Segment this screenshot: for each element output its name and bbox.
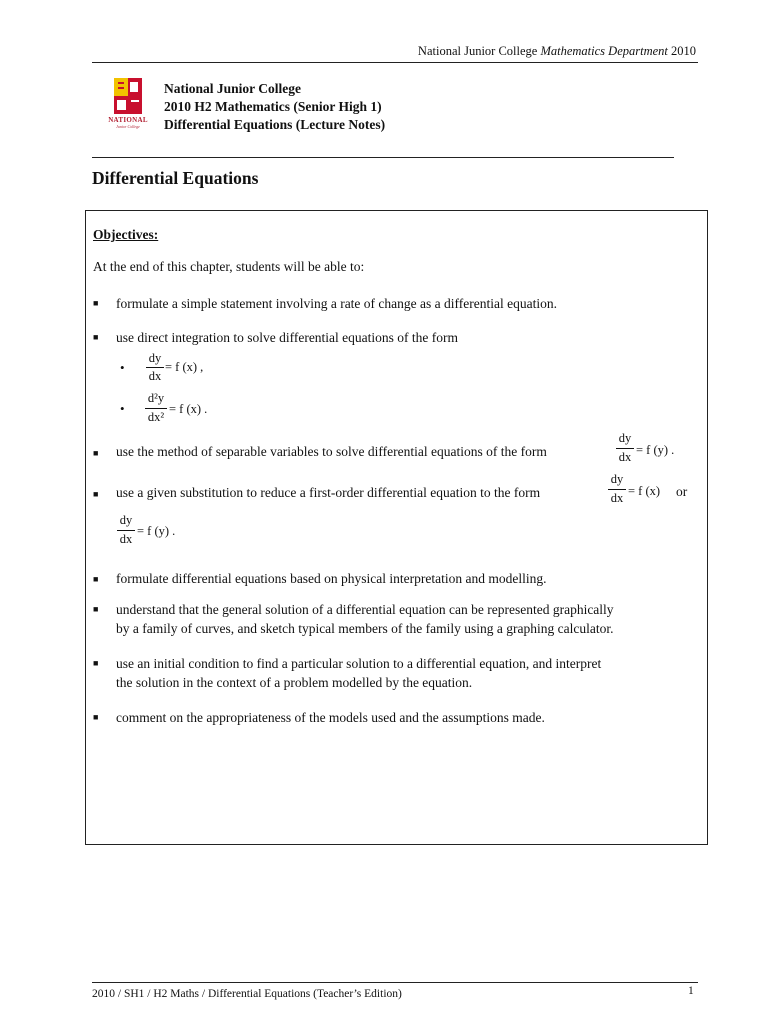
objective-item: formulate a simple statement involving a rate of change as a differential equation. xyxy=(116,296,557,311)
objectives-intro: At the end of this chapter, students will be able to: xyxy=(93,259,365,274)
objective-item-continued: the solution in the context of a problem modelled by the equation. xyxy=(116,675,473,690)
bullet-icon: ■ xyxy=(93,712,99,722)
bullet-icon: ■ xyxy=(93,332,99,342)
fraction-numerator: dy xyxy=(618,431,632,445)
page-number: 1 xyxy=(688,985,694,997)
equation-rhs: = f (x) . xyxy=(169,402,208,416)
bullet-icon: ■ xyxy=(93,448,99,458)
header-rule xyxy=(92,157,674,158)
fraction-denominator: dx xyxy=(610,491,624,505)
document-header xyxy=(164,80,385,134)
objective-item: comment on the appropriateness of the models used and the assumptions made. xyxy=(116,710,545,725)
bullet-icon: ■ xyxy=(93,298,99,308)
fraction-numerator: dy xyxy=(119,513,133,527)
header-college: National Junior College xyxy=(164,81,302,96)
fraction-denominator: dx xyxy=(618,450,632,464)
objective-item: use the method of separable variables to solve differential equations of the form xyxy=(116,444,547,459)
objective-item: use an initial condition to find a particular solution to a differential equation, and interpret xyxy=(116,656,602,671)
fraction-d2y-dx2 xyxy=(145,392,167,426)
equation-rhs: = f (y) . xyxy=(636,443,675,457)
bullet-icon: ■ xyxy=(93,574,99,584)
fraction-dy-dx xyxy=(117,514,135,548)
fraction-denominator: dx xyxy=(148,369,162,383)
equation-rhs: = f (y) . xyxy=(137,524,176,538)
objective-item: formulate differential equations based on physical interpretation and modelling. xyxy=(116,571,547,586)
running-header-year: 2010 xyxy=(667,44,696,58)
fraction-bar xyxy=(608,489,626,490)
fraction-denominator: dx² xyxy=(147,410,165,424)
page-title: Differential Equations xyxy=(92,168,259,188)
fraction-dy-dx xyxy=(608,473,626,507)
equation-rhs: = f (x) , xyxy=(165,360,204,374)
fraction-bar xyxy=(616,448,634,449)
fraction-dy-dx xyxy=(146,352,164,384)
objective-item: understand that the general solution of a differential equation can be represented graphically xyxy=(116,602,614,617)
bullet-icon: ■ xyxy=(93,604,99,614)
fraction-bar xyxy=(146,367,164,368)
or-word: or xyxy=(676,484,688,499)
objective-item-continued: by a family of curves, and sketch typical members of the family using a graphing calculator. xyxy=(116,621,614,636)
fraction-bar xyxy=(145,408,167,409)
top-rule xyxy=(92,62,698,63)
footer-text: 2010 / SH1 / H2 Maths / Differential Equations (Teacher’s Edition) xyxy=(92,988,402,1000)
bullet-icon: ■ xyxy=(93,489,99,499)
objective-item: use direct integration to solve differential equations of the form xyxy=(116,330,459,345)
equation-rhs: = f (x) xyxy=(628,484,661,498)
bullet-icon: ■ xyxy=(93,658,99,668)
header-course: 2010 H2 Mathematics (Senior High 1) xyxy=(164,99,382,114)
fraction-numerator: d²y xyxy=(147,391,165,405)
fraction-denominator: dx xyxy=(119,532,133,546)
fraction-numerator: dy xyxy=(610,472,624,486)
fraction-dy-dx xyxy=(616,432,634,466)
objectives-heading: Objectives: xyxy=(93,227,159,242)
logo-subtitle: Junior College xyxy=(116,124,140,129)
sub-bullet-icon: • xyxy=(120,401,125,416)
header-topic: Differential Equations (Lecture Notes) xyxy=(164,117,386,132)
fraction-bar xyxy=(117,530,135,531)
objective-item: use a given substitution to reduce a first-order differential equation to the form xyxy=(116,485,541,500)
running-header-dept: Mathematics Department xyxy=(540,44,668,58)
sub-bullet-icon: • xyxy=(120,360,125,375)
footer-rule xyxy=(92,982,698,983)
running-header-prefix: National Junior College xyxy=(417,44,541,58)
running-header xyxy=(418,44,696,59)
fraction-numerator: dy xyxy=(148,351,162,365)
logo-word: NATIONAL xyxy=(108,116,148,124)
